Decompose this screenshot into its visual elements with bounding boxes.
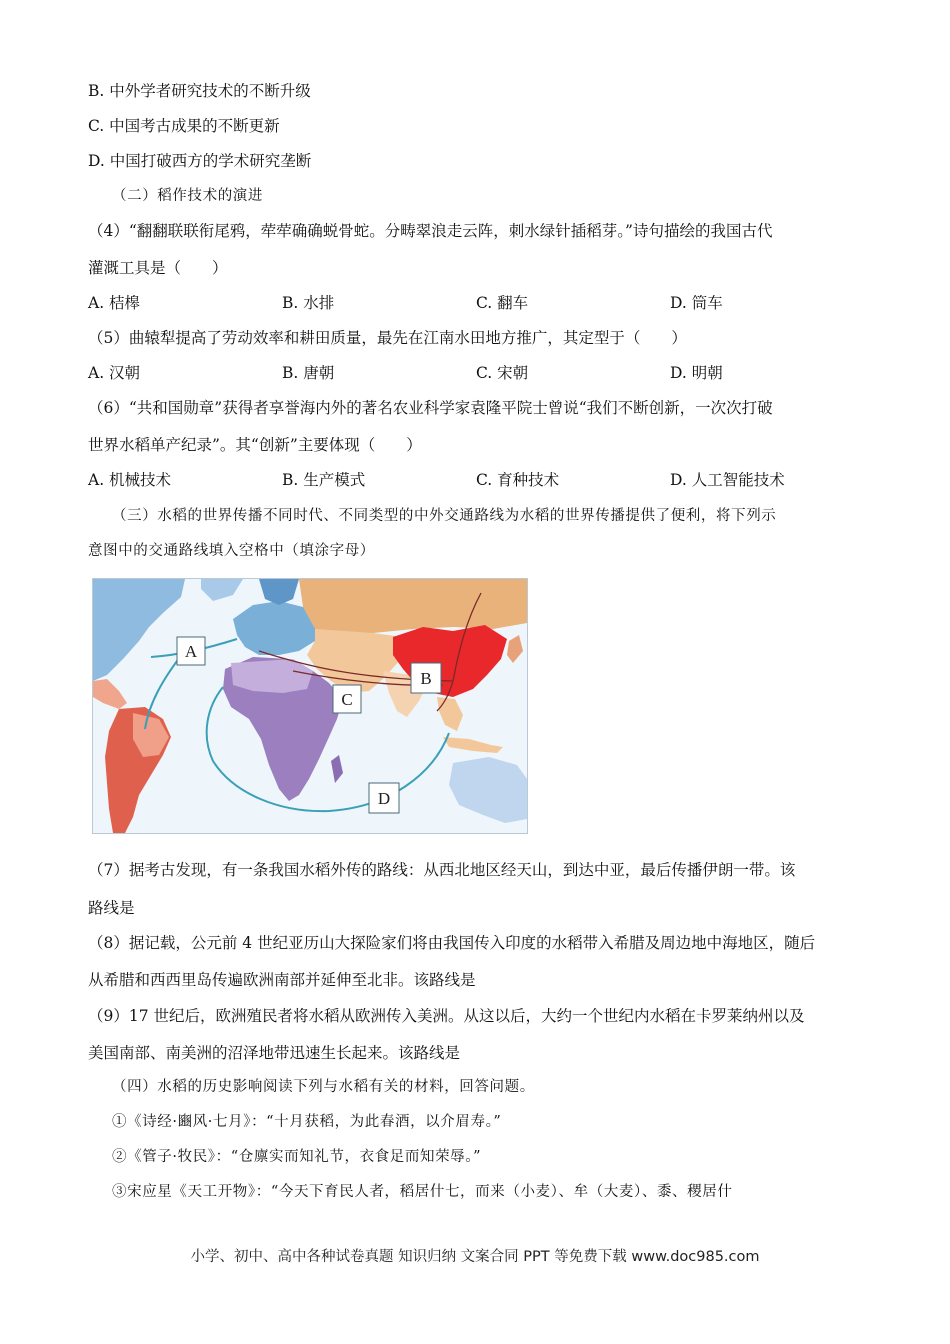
q9-stem-line2: 美国南部、南美洲的沼泽地带迅速生长起来。该路线是 <box>88 1044 461 1062</box>
label-b-box <box>411 663 441 693</box>
q6-option-b: B. 生产模式 <box>282 471 366 489</box>
q8-stem-line1: （8）据记载，公元前 4 世纪亚历山大探险家们将由我国传入印度的水稻带入希腊及周边地中海地区，随后 <box>88 934 816 952</box>
material-3: ③宋应星《天工开物》：“今天下育民人者，稻居什七，而来（小麦）、牟（大麦）、黍、稷居什 <box>112 1184 733 1200</box>
q5-option-c: C. 宋朝 <box>476 364 529 382</box>
label-a-box <box>177 637 205 665</box>
q4-option-b: B. 水排 <box>282 294 335 312</box>
q6-stem-line2: 世界水稻单产纪录”。其“创新”主要体现（ ） <box>88 436 422 454</box>
q6-option-c: C. 育种技术 <box>476 471 560 489</box>
q5-option-b: B. 唐朝 <box>282 364 335 382</box>
page-footer: 小学、初中、高中各种试卷真题 知识归纳 文案合同 PPT 等免费下载 www.doc985.com <box>190 1249 760 1265</box>
section-3-intro-line2: 意图中的交通路线填入空格中（填涂字母） <box>88 543 375 559</box>
material-1: ①《诗经·豳风·七月》：“十月获稻，为此春酒，以介眉寿。” <box>112 1114 502 1130</box>
material-2: ②《管子·牧民》：“仓廪实而知礼节，衣食足而知荣辱。” <box>112 1149 482 1165</box>
q9-stem-line1: （9）17 世纪后，欧洲殖民者将水稻从欧洲传入美洲。从这以后，大约一个世纪内水稻在卡罗莱纳州以及 <box>88 1007 805 1025</box>
q4-option-c: C. 翻车 <box>476 294 529 312</box>
q6-option-a: A. 机械技术 <box>88 471 172 489</box>
q6-option-d: D. 人工智能技术 <box>670 471 785 489</box>
north-africa <box>231 659 313 693</box>
q4-stem-line1: （4）“翻翻联联衔尾鸦，荦荦确确蜕骨蛇。分畴翠浪走云阵，刺水绿针插稻芽。”诗句描绘的我国古代 <box>88 222 773 240</box>
world-map-svg <box>93 579 527 833</box>
label-a: A <box>184 642 198 661</box>
russia <box>299 579 527 635</box>
label-b: B <box>420 669 432 688</box>
label-d: D <box>377 789 391 808</box>
q4-option-a: A. 桔槔 <box>88 294 141 312</box>
q5-option-a: A. 汉朝 <box>88 364 141 382</box>
q7-stem-line2: 路线是 <box>88 899 135 917</box>
q7-stem-line1: （7）据考古发现，有一条我国水稻外传的路线：从西北地区经天山，到达中亚，最后传播伊朗一带。该 <box>88 861 796 879</box>
option-c-q3: C. 中国考古成果的不断更新 <box>88 117 280 135</box>
section-3-intro-line1: （三）水稻的世界传播不同时代、不同类型的中外交通路线为水稻的世界传播提供了便利，将下列示 <box>112 508 777 524</box>
option-b-q3: B. 中外学者研究技术的不断升级 <box>88 82 311 100</box>
label-d-box <box>369 783 399 813</box>
q4-option-d: D. 筒车 <box>670 294 723 312</box>
section-4-title: （四）水稻的历史影响阅读下列与水稻有关的材料，回答问题。 <box>112 1079 535 1095</box>
q5-stem: （5）曲辕犁提高了劳动效率和耕田质量，最先在江南水田地方推广，其定型于（ ） <box>88 329 687 347</box>
q8-stem-line2: 从希腊和西西里岛传遍欧洲南部并延伸至北非。该路线是 <box>88 971 476 989</box>
world-map-figure <box>92 578 528 834</box>
label-c: C <box>341 690 353 709</box>
label-c-box <box>333 685 361 713</box>
section-2-title: （二）稻作技术的演进 <box>112 188 263 204</box>
q6-stem-line1: （6）“共和国勋章”获得者享誉海内外的著名农业科学家袁隆平院士曾说“我们不断创新，一次次打破 <box>88 399 773 417</box>
q4-stem-line2: 灌溉工具是（ ） <box>88 259 228 277</box>
option-d-q3: D. 中国打破西方的学术研究垄断 <box>88 152 312 170</box>
q5-option-d: D. 明朝 <box>670 364 723 382</box>
